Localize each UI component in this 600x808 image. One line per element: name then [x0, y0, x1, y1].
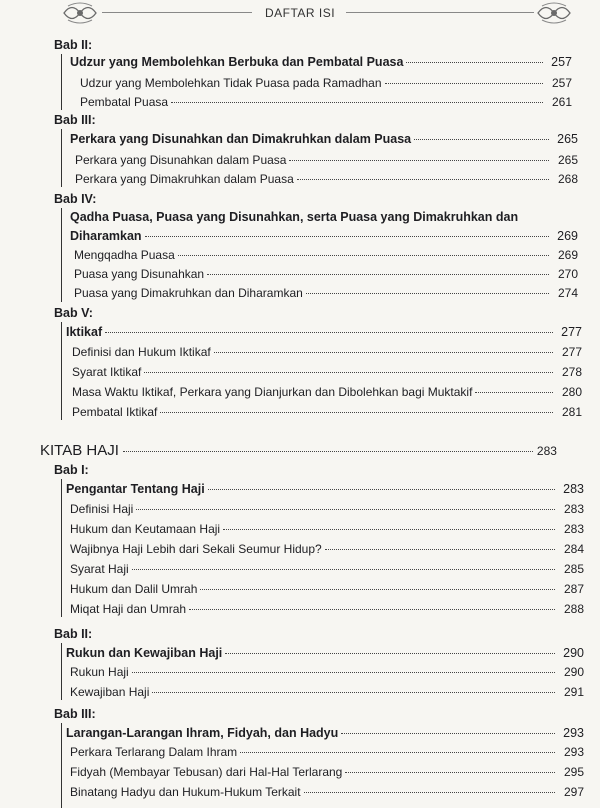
toc-chapter[interactable]: [70, 55, 572, 69]
entry-title: Perkara yang Disunahkan dalam Puasa: [75, 153, 287, 167]
page-number: 277: [561, 325, 582, 339]
dot-leader: [136, 509, 555, 510]
page-number: 283: [563, 502, 584, 516]
dot-leader: [306, 293, 549, 294]
dot-leader: [144, 372, 553, 373]
bab-label: Bab III:: [54, 707, 96, 721]
dot-leader: [123, 451, 533, 452]
dot-leader: [214, 352, 553, 353]
toc-entry[interactable]: [74, 248, 578, 262]
page-number: 257: [551, 76, 572, 90]
toc-entry[interactable]: [75, 172, 578, 186]
dot-leader: [385, 83, 543, 84]
bab-label: Bab III:: [54, 113, 96, 127]
entry-title: Hukum dan Dalil Umrah: [70, 582, 198, 596]
entry-title: Hukum dan Keutamaan Haji: [70, 522, 221, 536]
page-number: 278: [561, 365, 582, 379]
page-number: 261: [551, 95, 572, 109]
toc-entry[interactable]: [70, 685, 584, 699]
entry-title: Syarat Haji: [70, 562, 129, 576]
section-bar: [61, 208, 62, 302]
chapter-title: Iktikaf: [66, 325, 103, 339]
entry-title: Definisi dan Hukum Iktikaf: [72, 345, 211, 359]
dot-leader: [145, 236, 549, 237]
toc-entry[interactable]: [74, 267, 578, 281]
header-rule-right: [346, 12, 534, 13]
dot-leader: [297, 179, 549, 180]
ornament-right-icon: [534, 0, 574, 26]
page-number: 293: [563, 745, 584, 759]
entry-title: Perkara Terlarang Dalam Ihram: [70, 745, 238, 759]
entry-title: Udzur yang Membolehkan Tidak Puasa pada Ramadhan: [80, 76, 382, 90]
dot-leader: [304, 792, 555, 793]
toc-entry[interactable]: [70, 602, 584, 616]
entry-title: Kewajiban Haji: [70, 685, 150, 699]
entry-title: Mengqadha Puasa: [74, 248, 175, 262]
entry-title: Miqat Haji dan Umrah: [70, 602, 187, 616]
dot-leader: [152, 692, 555, 693]
page-number: 281: [561, 405, 582, 419]
toc-entry[interactable]: [80, 76, 572, 90]
toc-entry[interactable]: [70, 785, 584, 799]
toc-entry[interactable]: [70, 502, 584, 516]
chapter-title: Diharamkan: [70, 229, 142, 243]
entry-title: Perkara yang Dimakruhkan dalam Puasa: [75, 172, 294, 186]
dot-leader: [171, 102, 543, 103]
toc-entry[interactable]: [72, 365, 582, 379]
dot-leader: [132, 672, 555, 673]
entry-title: Pembatal Iktikaf: [72, 405, 158, 419]
entry-title: Binatang Hadyu dan Hukum-Hukum Terkait: [70, 785, 301, 799]
running-head: DAFTAR ISI: [264, 6, 336, 20]
section-bar: [61, 54, 62, 110]
page-header: [0, 0, 600, 30]
toc-chapter[interactable]: [66, 482, 584, 496]
page-number: 291: [563, 685, 584, 699]
toc-chapter[interactable]: [66, 726, 584, 740]
dot-leader: [240, 752, 555, 753]
chapter-title: Pengantar Tentang Haji: [66, 482, 205, 496]
toc-entry[interactable]: [70, 665, 584, 679]
page-number: 288: [563, 602, 584, 616]
toc-chapter[interactable]: [70, 132, 578, 146]
dot-leader: [208, 489, 555, 490]
page-number: 293: [563, 726, 584, 740]
section-bar: [61, 322, 62, 420]
toc-entry[interactable]: [72, 405, 582, 419]
page-number: 290: [563, 665, 584, 679]
kitab-heading[interactable]: [40, 442, 557, 459]
toc-chapter[interactable]: [70, 229, 578, 243]
entry-title: Wajibnya Haji Lebih dari Sekali Seumur Hidup?: [70, 542, 322, 556]
dot-leader: [105, 332, 553, 333]
page-number: 265: [557, 153, 578, 167]
bab-label: Bab I:: [54, 463, 89, 477]
toc-chapter[interactable]: [66, 646, 584, 660]
page-number: 283: [563, 522, 584, 536]
page-number: 257: [551, 55, 572, 69]
toc-entry[interactable]: [80, 95, 572, 109]
page-number: 285: [563, 562, 584, 576]
bab-label: Bab IV:: [54, 192, 97, 206]
page-number: 287: [563, 582, 584, 596]
section-bar: [61, 643, 62, 700]
page-number: 283: [536, 444, 557, 458]
dot-leader: [345, 772, 555, 773]
toc-entry[interactable]: [72, 385, 582, 399]
chapter-title: Udzur yang Membolehkan Berbuka dan Pembatal Puasa: [70, 55, 404, 69]
page-number: 269: [557, 248, 578, 262]
entry-title: Definisi Haji: [70, 502, 134, 516]
page-number: 280: [561, 385, 582, 399]
dot-leader: [325, 549, 555, 550]
dot-leader: [189, 609, 555, 610]
toc-entry[interactable]: [70, 765, 584, 779]
bab-label: Bab II:: [54, 38, 93, 52]
bab-label: Bab V:: [54, 306, 93, 320]
entry-title: Rukun Haji: [70, 665, 129, 679]
section-bar: [61, 479, 62, 617]
dot-leader: [406, 62, 543, 63]
section-bar: [61, 723, 62, 808]
toc-chapter[interactable]: [66, 325, 582, 339]
page-number: 265: [557, 132, 578, 146]
dot-leader: [132, 569, 555, 570]
entry-title: Fidyah (Membayar Tebusan) dari Hal-Hal Terlarang: [70, 765, 343, 779]
chapter-title: Perkara yang Disunahkan dan Dimakruhkan dalam Puasa: [70, 132, 412, 146]
dot-leader: [225, 653, 555, 654]
page-number: 283: [563, 482, 584, 496]
toc-entry[interactable]: [72, 345, 582, 359]
dot-leader: [207, 274, 549, 275]
dot-leader: [160, 412, 553, 413]
page-number: 274: [557, 286, 578, 300]
toc-entry[interactable]: [70, 562, 584, 576]
dot-leader: [200, 589, 555, 590]
page-number: 269: [557, 229, 578, 243]
page-number: 290: [563, 646, 584, 660]
section-bar: [61, 129, 62, 187]
dot-leader: [341, 733, 555, 734]
dot-leader: [178, 255, 549, 256]
chapter-title: Rukun dan Kewajiban Haji: [66, 646, 223, 660]
toc-entry[interactable]: [74, 286, 578, 300]
dot-leader: [475, 392, 553, 393]
toc-entry[interactable]: [70, 542, 584, 556]
entry-title: Pembatal Puasa: [80, 95, 169, 109]
entry-title: Syarat Iktikaf: [72, 365, 142, 379]
chapter-title: Larangan-Larangan Ihram, Fidyah, dan Hadyu: [66, 726, 339, 740]
toc-entry[interactable]: [70, 522, 584, 536]
bab-label: Bab II:: [54, 627, 93, 641]
entry-title: Masa Waktu Iktikaf, Perkara yang Dianjurkan dan Dibolehkan bagi Muktakif: [72, 385, 473, 399]
toc-entry[interactable]: [75, 153, 578, 167]
kitab-title: KITAB HAJI: [40, 442, 119, 459]
dot-leader: [289, 160, 549, 161]
toc-entry[interactable]: [70, 745, 584, 759]
dot-leader: [414, 139, 549, 140]
toc-entry[interactable]: [70, 582, 584, 596]
page-number: 297: [563, 785, 584, 799]
page-number: 270: [557, 267, 578, 281]
page-number: 284: [563, 542, 584, 556]
page-number: 277: [561, 345, 582, 359]
chapter-title-line1: Qadha Puasa, Puasa yang Disunahkan, serta Puasa yang Dimakruhkan dan: [70, 210, 519, 224]
dot-leader: [223, 529, 555, 530]
entry-title: Puasa yang Disunahkan: [74, 267, 205, 281]
entry-title: Puasa yang Dimakruhkan dan Diharamkan: [74, 286, 303, 300]
page-number: 295: [563, 765, 584, 779]
page-number: 268: [557, 172, 578, 186]
